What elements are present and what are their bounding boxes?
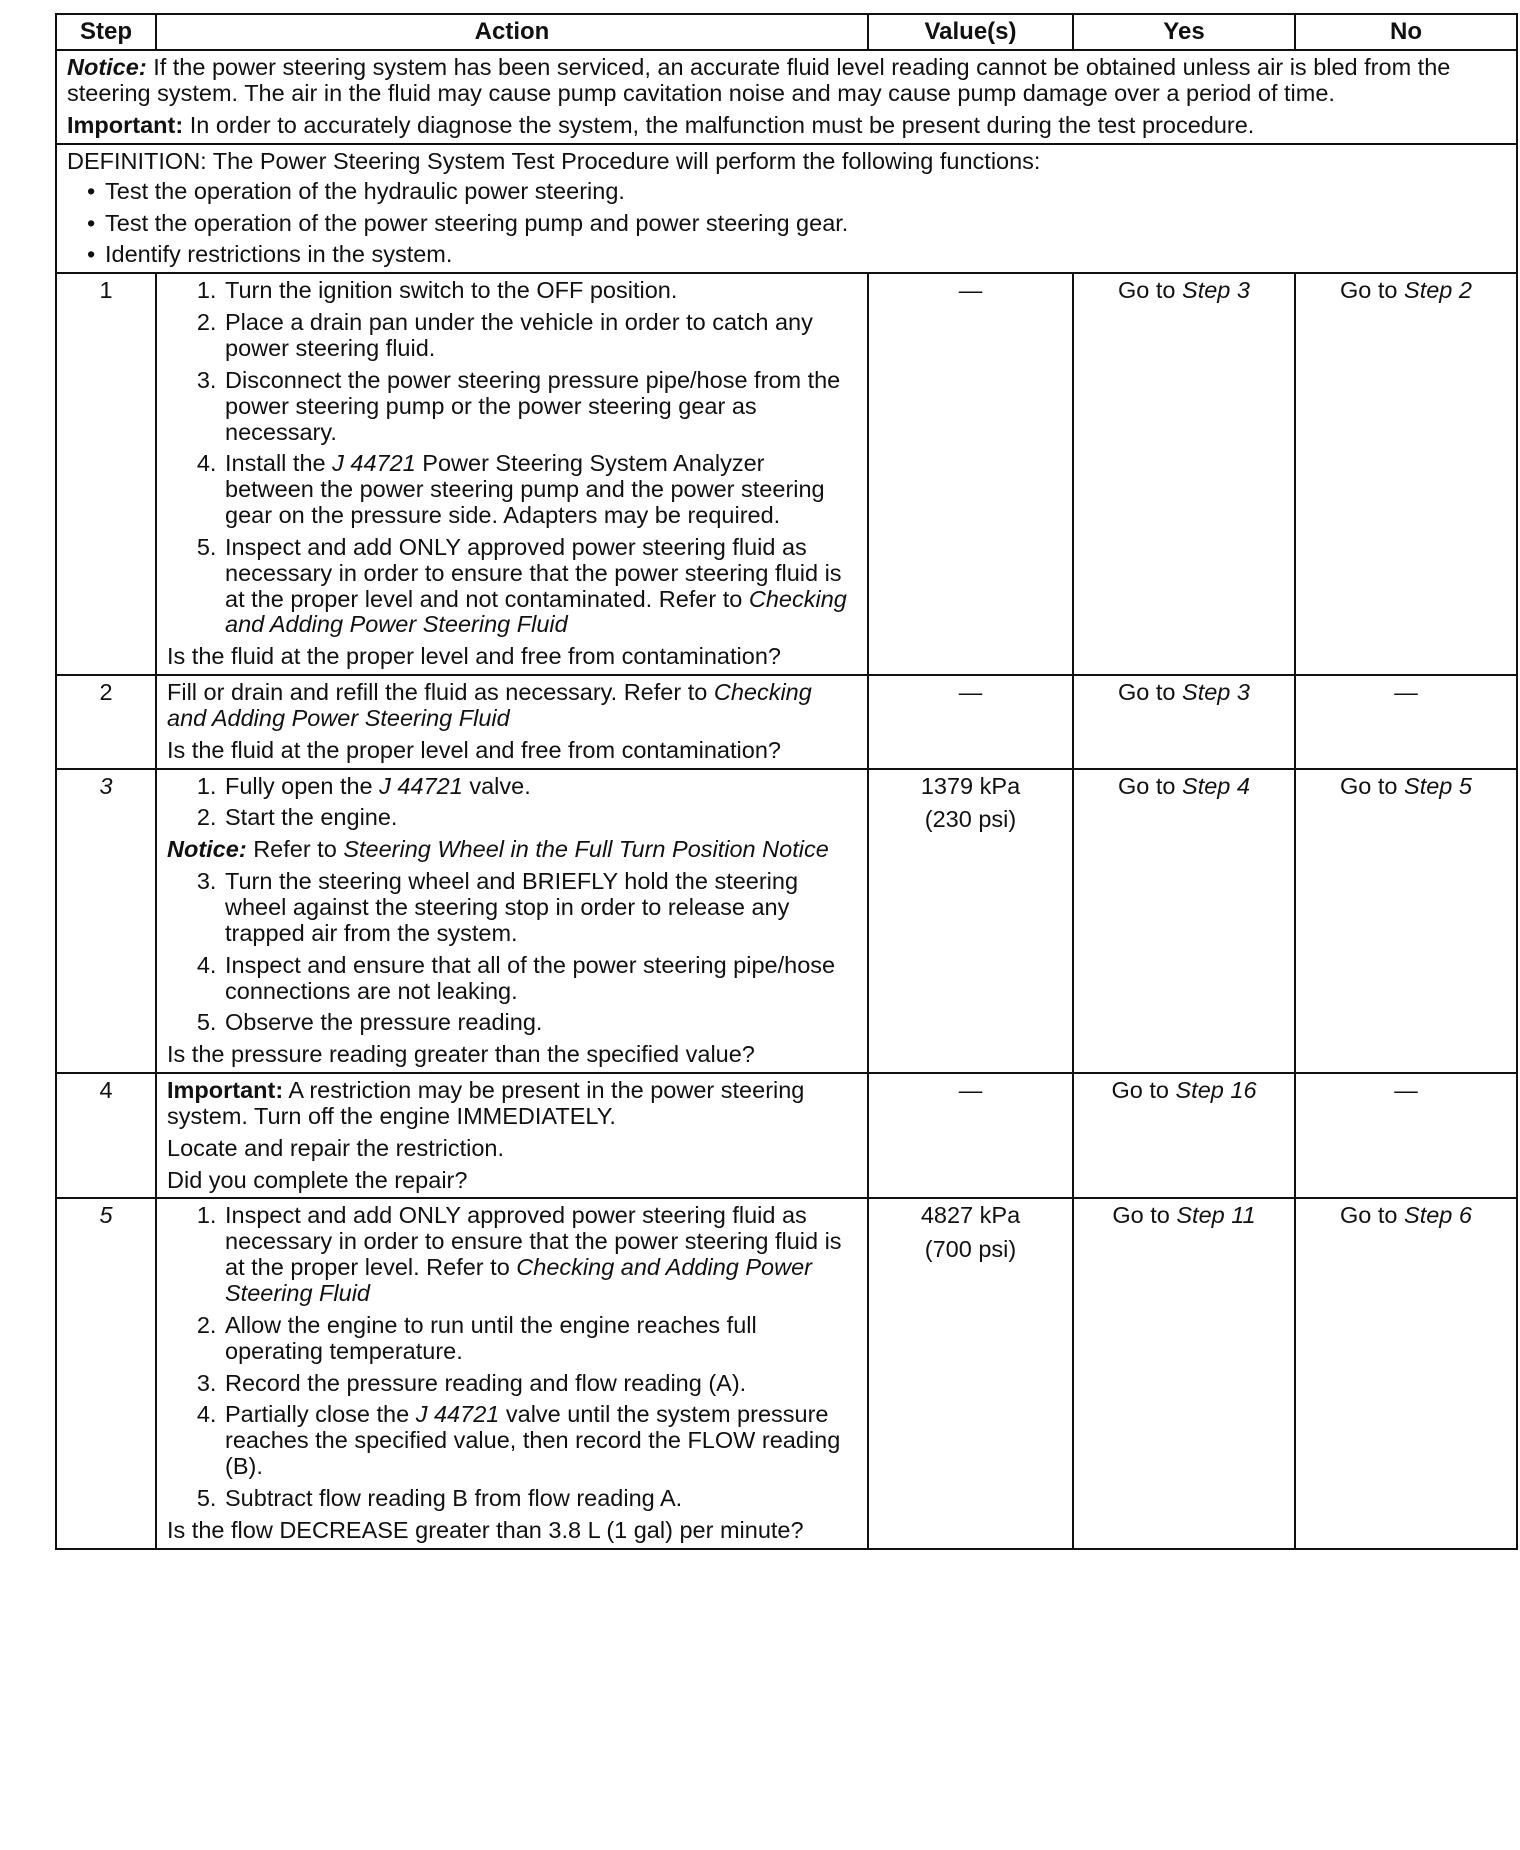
go-to-text: Go to <box>1118 277 1176 304</box>
step-question: Did you complete the repair? <box>167 1166 468 1193</box>
instruction-item: 2. Start the engine. <box>223 805 857 831</box>
step-notice <box>167 837 857 863</box>
value-kpa: 1379 kPa <box>920 772 1021 799</box>
instruction-text: Partially close the <box>225 1401 410 1428</box>
step-action <box>156 675 868 769</box>
yes-step-link[interactable]: Step 3 <box>1182 679 1250 706</box>
step-value <box>868 769 1073 1073</box>
step-action <box>156 1073 868 1198</box>
notice-label: Notice: <box>67 54 147 81</box>
step-action <box>156 273 868 675</box>
no-action <box>1295 769 1517 1073</box>
no-action <box>1295 273 1517 675</box>
instruction-text: valve until the system pressure reaches the specified value, then record the FLOW reading (B). <box>225 1401 841 1480</box>
instruction-text: valve. <box>469 772 531 799</box>
no-action: — <box>1295 1073 1517 1198</box>
important-label: Important: <box>167 1077 284 1104</box>
go-to-text: Go to <box>1118 772 1176 799</box>
instruction-text: Fully open the <box>225 772 373 799</box>
step-important <box>167 1078 857 1130</box>
header-step: Step <box>56 14 156 50</box>
instruction-item <box>223 535 857 638</box>
notice-text: If the power steering system has been serviced, an accurate fluid level reading cannot be obtained unless air is bled from the steering system. The air in the fluid may cause pump cavitation noise and may cause pump damage over a period of time. <box>67 54 1451 107</box>
step-instructions <box>167 278 857 638</box>
yes-step-link[interactable]: Step 11 <box>1176 1202 1256 1229</box>
go-to-text: Go to <box>1340 277 1398 304</box>
step-value <box>868 1198 1073 1548</box>
important-label: Important: <box>67 112 184 139</box>
go-to-text: Go to <box>1112 1202 1170 1229</box>
value-psi: (230 psi) <box>924 806 1017 833</box>
instruction-item: 3. Disconnect the power steering pressure pipe/hose from the power steering pump or the power steering gear as necessary. <box>223 368 857 446</box>
step-action <box>156 769 868 1073</box>
step-row-1 <box>56 273 1517 675</box>
important-text: In order to accurately diagnose the system, the malfunction must be present during the test procedure. <box>189 112 1255 139</box>
procedure-ref: Checking and Adding Power Steering Fluid <box>167 679 812 731</box>
step-value: — <box>868 675 1073 769</box>
instruction-text: A restriction may be present in the power steering system. Turn off the engine IMMEDIATELY. <box>167 1077 805 1129</box>
instruction-text: Inspect and add ONLY approved power steering fluid as necessary in order to ensure that the power steering fluid is at the proper level and not contaminated. Refer to <box>225 533 842 612</box>
step-question: Is the flow DECREASE greater than 3.8 L (1 gal) per minute? <box>167 1516 804 1543</box>
step-row-3 <box>56 769 1517 1073</box>
go-to-text: Go to <box>1340 1202 1398 1229</box>
yes-step-link[interactable]: Step 3 <box>1182 277 1250 304</box>
no-step-link[interactable]: Step 2 <box>1404 277 1472 304</box>
header-row <box>56 14 1517 50</box>
step-row-5 <box>56 1198 1517 1548</box>
yes-action <box>1073 675 1295 769</box>
yes-action <box>1073 769 1295 1073</box>
step-number: 4 <box>56 1073 156 1198</box>
step-row-4 <box>56 1073 1517 1198</box>
definition-text: DEFINITION: The Power Steering System Test Procedure will perform the following functions: <box>67 147 1041 174</box>
value-psi: (700 psi) <box>924 1236 1017 1263</box>
definition-bullet: • Test the operation of the power steering pump and power steering gear. <box>105 211 1506 237</box>
notice-label: Notice: <box>167 836 247 863</box>
step-text <box>167 680 857 732</box>
procedure-ref: Checking and Adding Power Steering Fluid <box>225 585 847 638</box>
procedure-ref: Steering Wheel in the Full Turn Position Notice <box>343 836 829 863</box>
important-paragraph <box>67 113 1506 139</box>
step-number: 2 <box>56 675 156 769</box>
instruction-item: 4. Inspect and ensure that all of the power steering pipe/hose connections are not leaking. <box>223 953 857 1005</box>
step-number: 3 <box>56 769 156 1073</box>
step-value: — <box>868 1073 1073 1198</box>
no-step-link[interactable]: Step 6 <box>1404 1202 1472 1229</box>
instruction-text: Power Steering System Analyzer between the power steering pump and the power steering gear on the pressure side. Adapters may be required. <box>225 450 825 529</box>
instruction-item <box>223 774 857 800</box>
no-step-link[interactable]: Step 5 <box>1404 772 1472 799</box>
instruction-text: Fill or drain and refill the fluid as necessary. Refer to <box>167 679 708 706</box>
instruction-text: Install the <box>225 450 326 477</box>
value-kpa: 4827 kPa <box>920 1202 1021 1229</box>
definition-list <box>67 179 1506 269</box>
header-values: Value(s) <box>868 14 1073 50</box>
yes-action <box>1073 1073 1295 1198</box>
instruction-text: Inspect and add ONLY approved power steering fluid as necessary in order to ensure that the power steering fluid is at the proper level. Refer to <box>225 1202 842 1281</box>
yes-step-link[interactable]: Step 16 <box>1175 1077 1257 1104</box>
step-question: Is the fluid at the proper level and free from contamination? <box>167 643 781 670</box>
go-to-text: Go to <box>1118 679 1176 706</box>
tool-ref: J 44721 <box>379 772 463 799</box>
instruction-item: 3. Turn the steering wheel and BRIEFLY hold the steering wheel against the steering stop in order to release any trapped air from the system. <box>223 869 857 947</box>
yes-action <box>1073 1198 1295 1548</box>
notice-row <box>56 50 1517 144</box>
step-instructions <box>167 869 857 1036</box>
step-instructions <box>167 774 857 832</box>
procedure-ref: Checking and Adding Power Steering Fluid <box>225 1254 812 1306</box>
instruction-item: 5. Subtract flow reading B from flow reading A. <box>223 1486 857 1512</box>
step-number: 5 <box>56 1198 156 1548</box>
step-value: — <box>868 273 1073 675</box>
step-action <box>156 1198 868 1548</box>
no-action <box>1295 1198 1517 1548</box>
step-text: Locate and repair the restriction. <box>167 1134 505 1161</box>
instruction-item <box>223 451 857 529</box>
step-number: 1 <box>56 273 156 675</box>
notice-paragraph <box>67 55 1506 107</box>
tool-ref: J 44721 <box>332 450 416 477</box>
instruction-item <box>223 1402 857 1480</box>
tool-ref: J 44721 <box>415 1401 500 1428</box>
diagnostic-table <box>55 13 1518 1550</box>
definition-bullet: • Test the operation of the hydraulic power steering. <box>105 179 1506 205</box>
instruction-item: 5. Observe the pressure reading. <box>223 1010 857 1036</box>
header-no: No <box>1295 14 1517 50</box>
step-instructions <box>167 1203 857 1511</box>
header-action: Action <box>156 14 868 50</box>
notice-cell <box>56 50 1517 144</box>
instruction-item: 2. Place a drain pan under the vehicle in order to catch any power steering fluid. <box>223 310 857 362</box>
instruction-item: 3. Record the pressure reading and flow reading (A). <box>223 1371 857 1397</box>
instruction-item: 1. Turn the ignition switch to the OFF position. <box>223 278 857 304</box>
step-row-2 <box>56 675 1517 769</box>
definition-cell <box>56 144 1517 273</box>
go-to-text: Go to <box>1340 772 1398 799</box>
instruction-text: Refer to <box>253 836 337 863</box>
yes-action <box>1073 273 1295 675</box>
no-action: — <box>1295 675 1517 769</box>
yes-step-link[interactable]: Step 4 <box>1182 772 1250 799</box>
step-question: Is the fluid at the proper level and free from contamination? <box>167 736 781 763</box>
step-question: Is the pressure reading greater than the specified value? <box>167 1041 755 1068</box>
header-yes: Yes <box>1073 14 1295 50</box>
instruction-item: 2. Allow the engine to run until the engine reaches full operating temperature. <box>223 1313 857 1365</box>
instruction-item <box>223 1203 857 1306</box>
go-to-text: Go to <box>1111 1077 1169 1104</box>
definition-bullet: • Identify restrictions in the system. <box>105 242 1506 268</box>
definition-row <box>56 144 1517 273</box>
